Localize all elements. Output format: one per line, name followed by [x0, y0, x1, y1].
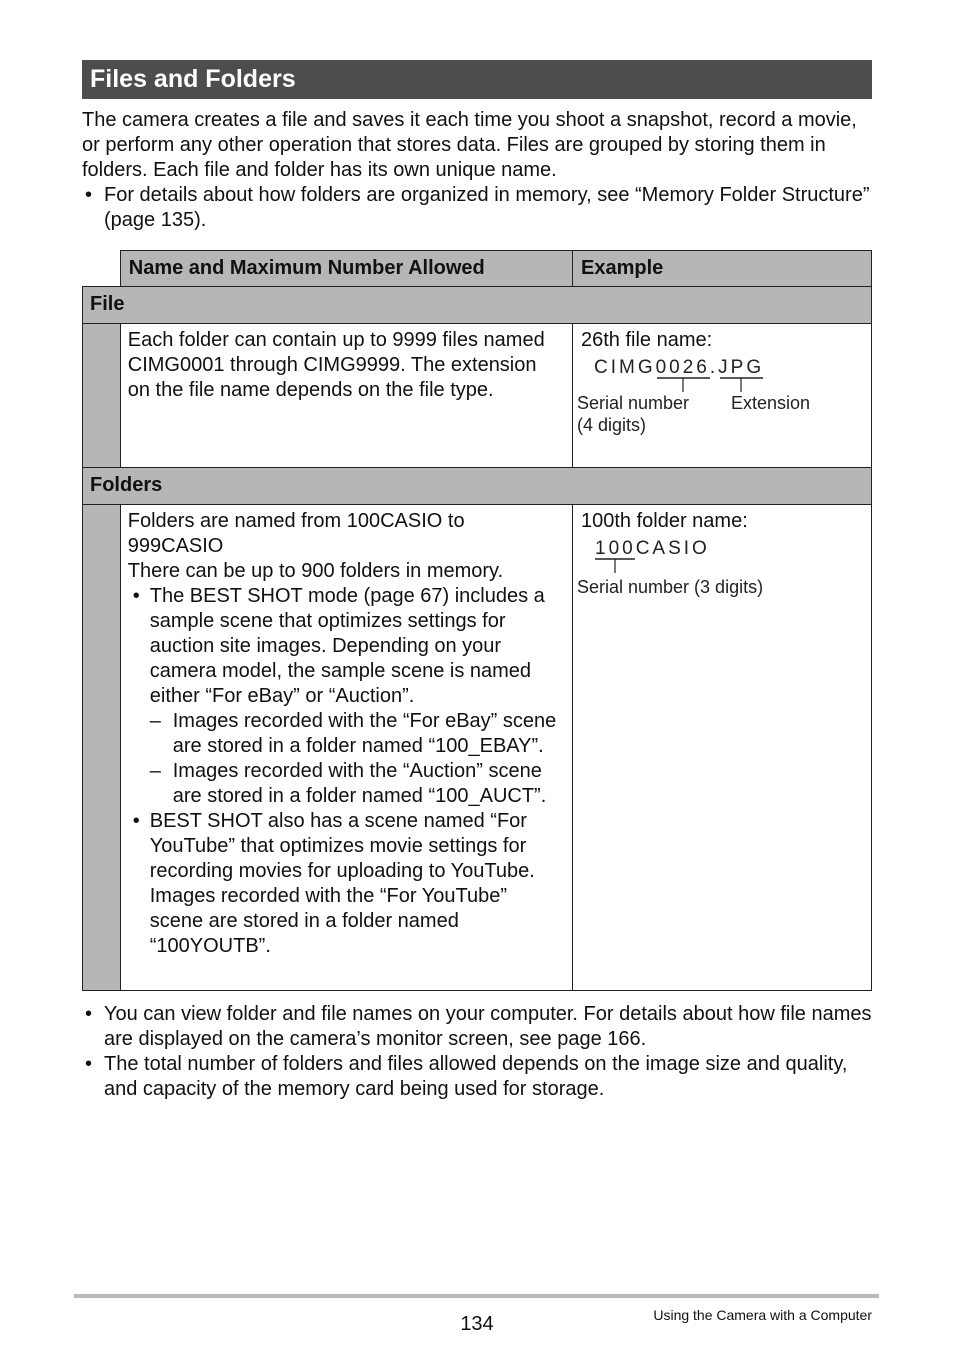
footer-divider [74, 1294, 879, 1298]
file-section-row [83, 287, 872, 324]
folder-code-serial: 100 [594, 538, 636, 559]
intro-bullet [82, 183, 872, 233]
folder-code-rest: CASIO [635, 538, 710, 559]
bullet-mark: • [132, 585, 140, 607]
bullet-mark: • [85, 1053, 93, 1075]
folders-description [120, 505, 572, 991]
file-side-cell [83, 324, 121, 468]
folders-dash-2-text: Images recorded with the “Auction” scene are stored in a folder named “100_AUCT”. [172, 760, 547, 807]
folders-side-cell [83, 505, 121, 991]
file-name-diagram [573, 353, 863, 443]
file-example-cell [572, 324, 871, 468]
file-description: Each folder can contain up to 9999 files named CIMG0001 through CIMG9999. The extension on the file name depends on the file type. [120, 324, 572, 468]
folders-bullet-2-text: BEST SHOT also has a scene named “For YouTube” that optimizes movie settings for recording movies for uploading to YouTube. Images recorded with the “For YouTube” scene are stored in a folder named “100YOUTB”. [149, 810, 535, 957]
intro-bullet-text: For details about how folders are organized in memory, see “Memory Folder Structure” (page 135). [104, 184, 870, 231]
file-section-label: File [83, 287, 872, 324]
outro-bullet-2-text: The total number of folders and files allowed depends on the image size and quality, and capacity of the memory card being used for storage. [104, 1053, 848, 1100]
dash-mark: – [149, 760, 161, 782]
outro-bullet-2 [82, 1052, 872, 1102]
dash-mark: – [149, 710, 161, 732]
file-code-prefix: CIMG [593, 357, 656, 378]
header-name: Name and Maximum Number Allowed [120, 251, 572, 287]
svg-text:100CASIO [595, 538, 710, 559]
folders-dash-1 [128, 709, 564, 759]
footer-section-name: Using the Camera with a Computer [653, 1307, 872, 1323]
bullet-mark: • [85, 184, 93, 206]
folders-bullet-1-text: The BEST SHOT mode (page 67) includes a sample scene that optimizes settings for auction site images. Depending on your camera model, the sample scene is named either “For eBay” or “Auction”. [149, 585, 545, 707]
folders-dash-1-text: Images recorded with the “For eBay” scene are stored in a folder named “100_EBAY”. [172, 710, 557, 757]
outro-bullet-1 [82, 1002, 872, 1052]
folders-dash-2 [128, 759, 564, 809]
serial-label-2: (4 digits) [576, 415, 647, 435]
page-number: 134 [460, 1313, 494, 1335]
folders-detail-row [83, 505, 872, 991]
folders-bullet-2 [128, 809, 564, 959]
file-detail-row [83, 324, 872, 468]
extension-label: Extension [730, 393, 811, 413]
folders-section-label: Folders [83, 468, 872, 505]
intro-section [82, 108, 872, 233]
intro-paragraph: The camera creates a file and saves it each time you shoot a snapshot, record a movie, or perform any other operation that stores data. Files are grouped by storing them in folders. Each file and folder has its own unique name. [82, 109, 857, 181]
file-folder-table [82, 250, 872, 991]
bullet-mark: • [85, 1003, 93, 1025]
folder-name-diagram [573, 534, 863, 604]
folders-example-cell [572, 505, 871, 991]
file-code-ext: JPG [718, 357, 765, 378]
file-code-serial: 0026 [655, 357, 710, 378]
folders-line-2: There can be up to 900 folders in memory. [127, 560, 504, 582]
svg-text:CIMG0026.JPG [594, 357, 764, 378]
folders-line-1: Folders are named from 100CASIO to 999CASIO [127, 510, 465, 557]
file-example-label: 26th file name: [580, 329, 713, 351]
bullet-mark: • [132, 810, 140, 832]
folder-serial-label: Serial number (3 digits) [576, 577, 764, 597]
folders-section-row [83, 468, 872, 505]
table-corner [83, 251, 121, 287]
page-title: Files and Folders [82, 60, 872, 99]
header-example: Example [572, 251, 871, 287]
table-header-row [83, 251, 872, 287]
serial-label-1: Serial number [576, 393, 690, 413]
outro-section [82, 1002, 872, 1102]
outro-bullet-1-text: You can view folder and file names on your computer. For details about how file names are displayed on the camera’s monitor screen, see page 166. [104, 1003, 872, 1050]
folders-bullet-1 [128, 584, 564, 709]
folders-example-label: 100th folder name: [580, 510, 748, 532]
file-code-dot: . [709, 357, 719, 378]
